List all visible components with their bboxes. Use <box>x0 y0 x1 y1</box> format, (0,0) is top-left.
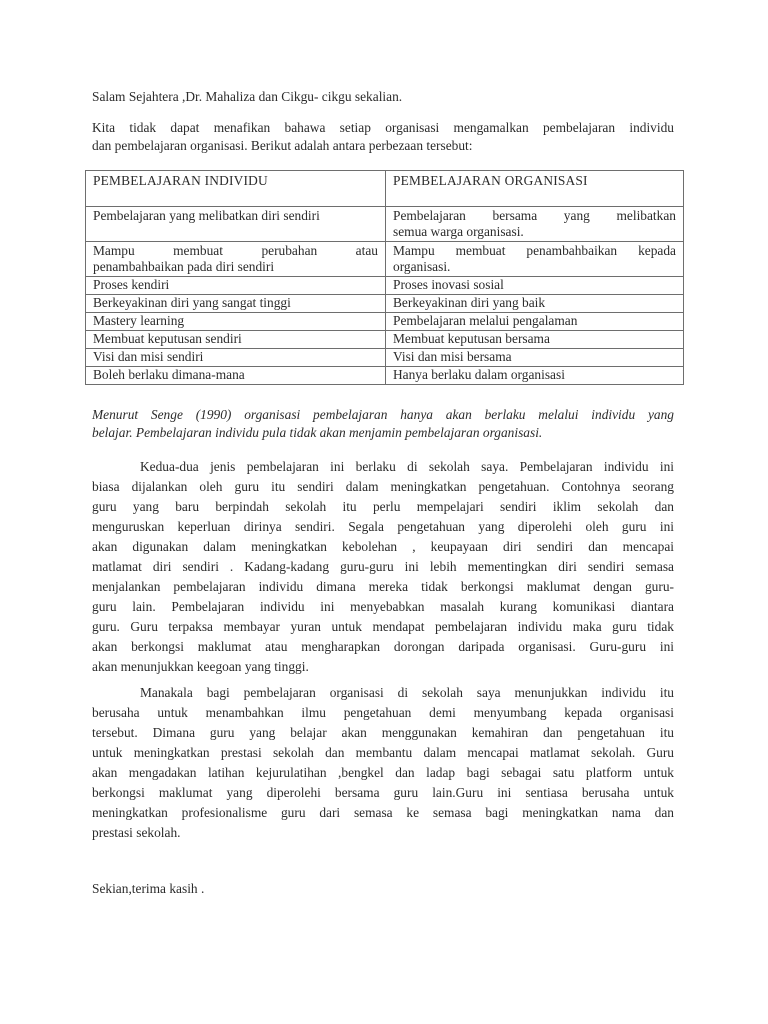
cell-text: Mampu membuat penambahbaikan kepada <box>393 243 676 258</box>
table-row <box>86 349 684 367</box>
cell-text: semua warga organisasi. <box>393 224 524 239</box>
table-row <box>86 367 684 385</box>
cell-individu: Visi dan misi sendiri <box>86 349 386 367</box>
cell-individu <box>86 207 386 242</box>
table-row <box>86 313 684 331</box>
comparison-table <box>85 170 684 385</box>
table-row <box>86 207 684 242</box>
cell-organisasi: Hanya berlaku dalam organisasi <box>386 367 684 385</box>
cell-organisasi: Proses inovasi sosial <box>386 277 684 295</box>
para1-line-9: guru. Guru terpaksa membayar yuran untuk mendapat pembelajaran individu maka guru tidak <box>92 619 674 634</box>
cell-organisasi: Berkeyakinan diri yang baik <box>386 295 684 313</box>
para2-line-2: berusaha untuk menambahkan ilmu pengetahuan demi menyumbang kepada organisasi <box>92 705 674 720</box>
cell-text: Pembelajaran yang melibatkan diri sendiri <box>93 208 320 223</box>
cell-text: penambahbaikan pada diri sendiri <box>93 259 275 274</box>
para2-line-6: berkongsi maklumat yang diperolehi bersama guru lain.Guru ini sentiasa berusaha untuk <box>92 785 674 800</box>
para2-line-8: prestasi sekolah. <box>92 825 181 840</box>
para2-line-1: Manakala bagi pembelajaran organisasi di sekolah saya menunjukkan individu itu <box>140 685 674 700</box>
para2-line-7: meningkatkan profesionalisme guru dari semasa ke semasa bagi meningkatkan nama dan <box>92 805 674 820</box>
header-organisasi: PEMBELAJARAN ORGANISASI <box>386 171 684 207</box>
cell-individu: Membuat keputusan sendiri <box>86 331 386 349</box>
para1-line-4: menguruskan keperluan dirinya sendiri. Segala pengetahuan yang diperolehi oleh guru ini <box>92 519 674 534</box>
quote-line-1: Menurut Senge (1990) organisasi pembelajaran hanya akan berlaku melalui individu yang <box>92 407 674 422</box>
table-row <box>86 277 684 295</box>
table-row <box>86 295 684 313</box>
cell-organisasi <box>386 242 684 277</box>
para1-line-6: matlamat diri sendiri . Kadang-kadang guru-guru ini lebih mementingkan diri sendiri semasa <box>92 559 674 574</box>
cell-organisasi: Visi dan misi bersama <box>386 349 684 367</box>
intro-line-2: dan pembelajaran organisasi. Berikut adalah antara perbezaan tersebut: <box>92 138 473 153</box>
para2-line-4: untuk meningkatkan prestasi sekolah dan membantu dalam mencapai matlamat sekolah. Guru <box>92 745 674 760</box>
quote-line-2: belajar. Pembelajaran individu pula tidak akan menjamin pembelajaran organisasi. <box>92 425 543 440</box>
para1-line-2: biasa dijalankan oleh guru itu sendiri dalam meningkatkan pengetahuan. Contohnya seorang <box>92 479 674 494</box>
closing-line: Sekian,terima kasih . <box>92 881 205 896</box>
cell-text: Pembelajaran bersama yang melibatkan <box>393 208 676 223</box>
para1-line-10: akan berkongsi maklumat atau mengharapkan dorongan daripada organisasi. Guru-guru ini <box>92 639 674 654</box>
para1-line-5: akan digunakan dalam meningkatkan kebolehan , keupayaan diri sendiri dan mencapai <box>92 539 674 554</box>
header-individu: PEMBELAJARAN INDIVIDU <box>86 171 386 207</box>
cell-individu: Mastery learning <box>86 313 386 331</box>
cell-organisasi: Pembelajaran melalui pengalaman <box>386 313 684 331</box>
cell-individu: Boleh berlaku dimana-mana <box>86 367 386 385</box>
cell-individu: Berkeyakinan diri yang sangat tinggi <box>86 295 386 313</box>
para1-line-3: guru yang baru berpindah sekolah itu perlu mempelajari sendiri iklim sekolah dan <box>92 499 674 514</box>
table-header-row <box>86 171 684 207</box>
table-row <box>86 331 684 349</box>
para2-line-3: tersebut. Dimana guru yang belajar akan menggunakan kemahiran dan pengetahuan itu <box>92 725 674 740</box>
para1-line-7: menjalankan pembelajaran individu dimana mereka tidak berkongsi maklumat dengan guru- <box>92 579 674 594</box>
para2-line-5: akan mengadakan latihan kejurulatihan ,bengkel dan ladap bagi sebagai satu platform untuk <box>92 765 674 780</box>
table-row <box>86 242 684 277</box>
cell-text: Mampu membuat perubahan atau <box>93 243 378 258</box>
cell-text: organisasi. <box>393 259 451 274</box>
para1-line-1: Kedua-dua jenis pembelajaran ini berlaku di sekolah saya. Pembelajaran individu ini <box>140 459 674 474</box>
cell-individu <box>86 242 386 277</box>
cell-individu: Proses kendiri <box>86 277 386 295</box>
greeting-line: Salam Sejahtera ,Dr. Mahaliza dan Cikgu- cikgu sekalian. <box>92 89 403 104</box>
para1-line-11: akan menunjukkan keegoan yang tinggi. <box>92 659 309 674</box>
intro-line-1: Kita tidak dapat menafikan bahawa setiap organisasi mengamalkan pembelajaran individu <box>92 120 674 135</box>
cell-organisasi <box>386 207 684 242</box>
cell-organisasi: Membuat keputusan bersama <box>386 331 684 349</box>
para1-line-8: guru lain. Pembelajaran individu ini menyebabkan masalah kurang komunikasi diantara <box>92 599 674 614</box>
